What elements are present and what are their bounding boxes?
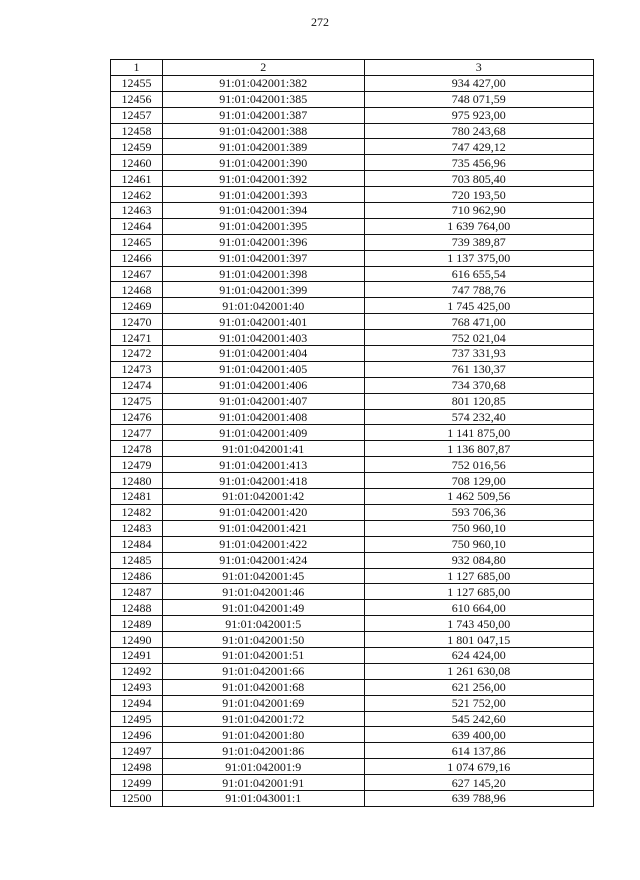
value-cell: 710 962,90 xyxy=(364,203,593,219)
cadastral-number-cell: 91:01:042001:396 xyxy=(162,234,364,250)
table-row xyxy=(111,171,594,187)
value-cell: 768 471,00 xyxy=(364,314,593,330)
table-row xyxy=(111,473,594,489)
value-cell: 1 137 375,00 xyxy=(364,250,593,266)
cadastral-number-cell: 91:01:042001:408 xyxy=(162,409,364,425)
value-cell: 737 331,93 xyxy=(364,346,593,362)
table-row xyxy=(111,107,594,123)
cadastral-number-cell: 91:01:042001:42 xyxy=(162,489,364,505)
cadastral-number-cell: 91:01:042001:399 xyxy=(162,282,364,298)
cadastral-number-cell: 91:01:042001:389 xyxy=(162,139,364,155)
cadastral-number-cell: 91:01:042001:401 xyxy=(162,314,364,330)
cadastral-number-cell: 91:01:042001:394 xyxy=(162,203,364,219)
row-number-cell: 12457 xyxy=(111,107,163,123)
table-row xyxy=(111,330,594,346)
table-row xyxy=(111,187,594,203)
table-row xyxy=(111,616,594,632)
table-row xyxy=(111,361,594,377)
value-cell: 1 074 679,16 xyxy=(364,759,593,775)
table-row xyxy=(111,139,594,155)
column-header-2: 2 xyxy=(162,60,364,76)
row-number-cell: 12469 xyxy=(111,298,163,314)
table-row xyxy=(111,679,594,695)
table-row xyxy=(111,218,594,234)
value-cell: 748 071,59 xyxy=(364,91,593,107)
cadastral-number-cell: 91:01:042001:407 xyxy=(162,393,364,409)
cadastral-number-cell: 91:01:042001:46 xyxy=(162,584,364,600)
cadastral-number-cell: 91:01:042001:418 xyxy=(162,473,364,489)
row-number-cell: 12484 xyxy=(111,536,163,552)
page-number: 272 xyxy=(311,15,329,29)
data-table xyxy=(110,59,594,807)
row-number-cell: 12498 xyxy=(111,759,163,775)
table-row xyxy=(111,759,594,775)
cadastral-number-cell: 91:01:042001:413 xyxy=(162,457,364,473)
row-number-cell: 12460 xyxy=(111,155,163,171)
cadastral-number-cell: 91:01:042001:66 xyxy=(162,663,364,679)
table-row xyxy=(111,584,594,600)
value-cell: 1 801 047,15 xyxy=(364,632,593,648)
value-cell: 521 752,00 xyxy=(364,695,593,711)
table-row xyxy=(111,234,594,250)
value-cell: 574 232,40 xyxy=(364,409,593,425)
row-number-cell: 12480 xyxy=(111,473,163,489)
value-cell: 545 242,60 xyxy=(364,711,593,727)
table-row xyxy=(111,377,594,393)
value-cell: 739 389,87 xyxy=(364,234,593,250)
value-cell: 752 021,04 xyxy=(364,330,593,346)
table-row xyxy=(111,457,594,473)
cadastral-number-cell: 91:01:042001:51 xyxy=(162,647,364,663)
cadastral-number-cell: 91:01:042001:397 xyxy=(162,250,364,266)
value-cell: 747 429,12 xyxy=(364,139,593,155)
value-cell: 735 456,96 xyxy=(364,155,593,171)
value-cell: 934 427,00 xyxy=(364,75,593,91)
cadastral-number-cell: 91:01:042001:403 xyxy=(162,330,364,346)
row-number-cell: 12477 xyxy=(111,425,163,441)
row-number-cell: 12464 xyxy=(111,218,163,234)
row-number-cell: 12468 xyxy=(111,282,163,298)
value-cell: 614 137,86 xyxy=(364,743,593,759)
table-row xyxy=(111,155,594,171)
row-number-cell: 12465 xyxy=(111,234,163,250)
row-number-cell: 12467 xyxy=(111,266,163,282)
table-row xyxy=(111,314,594,330)
table-row xyxy=(111,504,594,520)
value-cell: 1 127 685,00 xyxy=(364,584,593,600)
cadastral-number-cell: 91:01:042001:41 xyxy=(162,441,364,457)
value-cell: 780 243,68 xyxy=(364,123,593,139)
cadastral-number-cell: 91:01:042001:50 xyxy=(162,632,364,648)
value-cell: 703 805,40 xyxy=(364,171,593,187)
value-cell: 1 743 450,00 xyxy=(364,616,593,632)
row-number-cell: 12461 xyxy=(111,171,163,187)
table-row xyxy=(111,663,594,679)
row-number-cell: 12487 xyxy=(111,584,163,600)
table-header-row xyxy=(111,60,594,76)
value-cell: 752 016,56 xyxy=(364,457,593,473)
row-number-cell: 12456 xyxy=(111,91,163,107)
cadastral-number-cell: 91:01:042001:409 xyxy=(162,425,364,441)
cadastral-number-cell: 91:01:042001:424 xyxy=(162,552,364,568)
cadastral-number-cell: 91:01:042001:387 xyxy=(162,107,364,123)
cadastral-number-cell: 91:01:042001:388 xyxy=(162,123,364,139)
row-number-cell: 12476 xyxy=(111,409,163,425)
value-cell: 750 960,10 xyxy=(364,536,593,552)
row-number-cell: 12471 xyxy=(111,330,163,346)
cadastral-number-cell: 91:01:042001:405 xyxy=(162,361,364,377)
row-number-cell: 12489 xyxy=(111,616,163,632)
row-number-cell: 12479 xyxy=(111,457,163,473)
row-number-cell: 12458 xyxy=(111,123,163,139)
cadastral-number-cell: 91:01:042001:45 xyxy=(162,568,364,584)
value-cell: 639 400,00 xyxy=(364,727,593,743)
table-row xyxy=(111,600,594,616)
row-number-cell: 12466 xyxy=(111,250,163,266)
table-row xyxy=(111,552,594,568)
cadastral-number-cell: 91:01:042001:395 xyxy=(162,218,364,234)
row-number-cell: 12491 xyxy=(111,647,163,663)
column-header-3: 3 xyxy=(364,60,593,76)
value-cell: 720 193,50 xyxy=(364,187,593,203)
row-number-cell: 12496 xyxy=(111,727,163,743)
cadastral-number-cell: 91:01:042001:5 xyxy=(162,616,364,632)
table-row xyxy=(111,632,594,648)
table-row xyxy=(111,425,594,441)
table-row xyxy=(111,409,594,425)
table-row xyxy=(111,489,594,505)
cadastral-number-cell: 91:01:042001:398 xyxy=(162,266,364,282)
row-number-cell: 12483 xyxy=(111,520,163,536)
row-number-cell: 12492 xyxy=(111,663,163,679)
table-row xyxy=(111,536,594,552)
value-cell: 1 136 807,87 xyxy=(364,441,593,457)
value-cell: 624 424,00 xyxy=(364,647,593,663)
table-row xyxy=(111,743,594,759)
row-number-cell: 12500 xyxy=(111,790,163,806)
value-cell: 639 788,96 xyxy=(364,790,593,806)
row-number-cell: 12475 xyxy=(111,393,163,409)
row-number-cell: 12478 xyxy=(111,441,163,457)
value-cell: 801 120,85 xyxy=(364,393,593,409)
table-row xyxy=(111,346,594,362)
row-number-cell: 12490 xyxy=(111,632,163,648)
value-cell: 1 127 685,00 xyxy=(364,568,593,584)
table-row xyxy=(111,266,594,282)
row-number-cell: 12482 xyxy=(111,504,163,520)
cadastral-number-cell: 91:01:042001:420 xyxy=(162,504,364,520)
value-cell: 708 129,00 xyxy=(364,473,593,489)
table-row xyxy=(111,695,594,711)
cadastral-number-cell: 91:01:042001:406 xyxy=(162,377,364,393)
cadastral-number-cell: 91:01:042001:86 xyxy=(162,743,364,759)
cadastral-number-cell: 91:01:042001:9 xyxy=(162,759,364,775)
table-row xyxy=(111,393,594,409)
cadastral-number-cell: 91:01:042001:91 xyxy=(162,775,364,791)
table-row xyxy=(111,282,594,298)
cadastral-number-cell: 91:01:042001:68 xyxy=(162,679,364,695)
cadastral-number-cell: 91:01:042001:392 xyxy=(162,171,364,187)
value-cell: 747 788,76 xyxy=(364,282,593,298)
value-cell: 593 706,36 xyxy=(364,504,593,520)
row-number-cell: 12481 xyxy=(111,489,163,505)
cadastral-number-cell: 91:01:042001:404 xyxy=(162,346,364,362)
table-row xyxy=(111,790,594,806)
cadastral-number-cell: 91:01:042001:40 xyxy=(162,298,364,314)
value-cell: 734 370,68 xyxy=(364,377,593,393)
row-number-cell: 12473 xyxy=(111,361,163,377)
row-number-cell: 12493 xyxy=(111,679,163,695)
cadastral-number-cell: 91:01:042001:72 xyxy=(162,711,364,727)
table-row xyxy=(111,298,594,314)
table-row xyxy=(111,520,594,536)
value-cell: 1 745 425,00 xyxy=(364,298,593,314)
row-number-cell: 12470 xyxy=(111,314,163,330)
row-number-cell: 12474 xyxy=(111,377,163,393)
table-row xyxy=(111,91,594,107)
row-number-cell: 12486 xyxy=(111,568,163,584)
cadastral-number-cell: 91:01:042001:80 xyxy=(162,727,364,743)
table-row xyxy=(111,775,594,791)
row-number-cell: 12462 xyxy=(111,187,163,203)
row-number-cell: 12488 xyxy=(111,600,163,616)
row-number-cell: 12472 xyxy=(111,346,163,362)
value-cell: 610 664,00 xyxy=(364,600,593,616)
value-cell: 1 639 764,00 xyxy=(364,218,593,234)
row-number-cell: 12459 xyxy=(111,139,163,155)
table-row xyxy=(111,75,594,91)
table-row xyxy=(111,441,594,457)
row-number-cell: 12485 xyxy=(111,552,163,568)
value-cell: 750 960,10 xyxy=(364,520,593,536)
cadastral-number-cell: 91:01:043001:1 xyxy=(162,790,364,806)
value-cell: 627 145,20 xyxy=(364,775,593,791)
cadastral-number-cell: 91:01:042001:69 xyxy=(162,695,364,711)
table-row xyxy=(111,203,594,219)
table-row xyxy=(111,647,594,663)
table-row xyxy=(111,711,594,727)
row-number-cell: 12499 xyxy=(111,775,163,791)
table-row xyxy=(111,123,594,139)
row-number-cell: 12463 xyxy=(111,203,163,219)
value-cell: 1 261 630,08 xyxy=(364,663,593,679)
cadastral-number-cell: 91:01:042001:393 xyxy=(162,187,364,203)
cadastral-number-cell: 91:01:042001:390 xyxy=(162,155,364,171)
cadastral-number-cell: 91:01:042001:49 xyxy=(162,600,364,616)
value-cell: 761 130,37 xyxy=(364,361,593,377)
cadastral-number-cell: 91:01:042001:421 xyxy=(162,520,364,536)
table-row xyxy=(111,568,594,584)
table-row xyxy=(111,727,594,743)
value-cell: 1 462 509,56 xyxy=(364,489,593,505)
value-cell: 932 084,80 xyxy=(364,552,593,568)
table-row xyxy=(111,250,594,266)
row-number-cell: 12497 xyxy=(111,743,163,759)
cadastral-number-cell: 91:01:042001:385 xyxy=(162,91,364,107)
row-number-cell: 12494 xyxy=(111,695,163,711)
row-number-cell: 12455 xyxy=(111,75,163,91)
value-cell: 616 655,54 xyxy=(364,266,593,282)
value-cell: 621 256,00 xyxy=(364,679,593,695)
row-number-cell: 12495 xyxy=(111,711,163,727)
table-body xyxy=(111,75,594,806)
value-cell: 1 141 875,00 xyxy=(364,425,593,441)
cadastral-number-cell: 91:01:042001:382 xyxy=(162,75,364,91)
cadastral-number-cell: 91:01:042001:422 xyxy=(162,536,364,552)
column-header-1: 1 xyxy=(111,60,163,76)
value-cell: 975 923,00 xyxy=(364,107,593,123)
